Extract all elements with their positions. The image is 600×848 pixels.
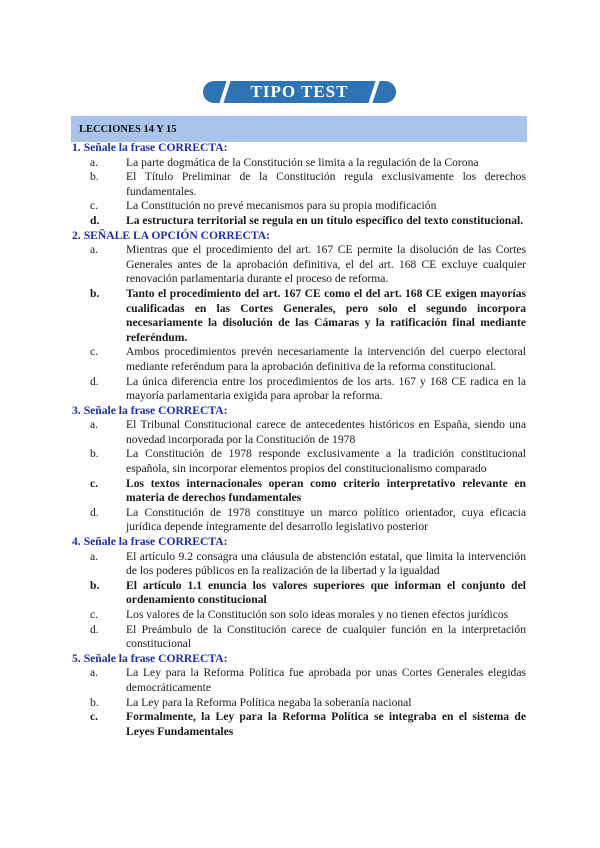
question-5-prompt: 5. Señale la frase CORRECTA:: [72, 651, 228, 665]
question-2-option-b-correct: b. Tanto el procedimiento del art. 167 CE como el del art. 168 CE exigen mayorías cualificadas en las Cortes Generales, pero solo el segundo incorpora necesariamente la disolución de las Cámaras y la ratificación final mediante referéndum.: [90, 286, 526, 344]
question-3-prompt: 3. Señale la frase CORRECTA:: [72, 403, 228, 417]
question-3-option-a: a. El Tribunal Constitucional carece de antecedentes históricos en España, siendo una novedad incorporada por la Constitución de 1978: [90, 418, 526, 446]
page-title: TIPO TEST: [250, 82, 349, 101]
question-2-prompt: 2. SEÑALE LA OPCIÓN CORRECTA:: [72, 228, 270, 242]
question-3-option-c-correct: c. Los textos internacionales operan como criterio interpretativo relevante en materia de derechos fundamentales: [90, 476, 526, 505]
question-5-option-b: b. La Ley para la Reforma Política negaba la soberanía nacional: [90, 695, 412, 709]
question-4-option-c: c. Los valores de la Constitución son solo ideas morales y no tienen efectos jurídicos: [90, 608, 509, 621]
banner-divider-left: [219, 81, 230, 103]
section-title: LECCIONES 14 Y 15: [79, 123, 177, 135]
title-banner: [203, 81, 396, 103]
question-5-option-c-correct: c. Formalmente, la Ley para la Reforma Política se integraba en el sistema de Leyes Fundamentales: [90, 710, 526, 738]
question-1-option-a: a. La parte dogmática de la Constitución se limita a la regulación de la Corona: [90, 155, 479, 169]
question-4-prompt: 4. Señale la frase CORRECTA:: [72, 535, 228, 549]
question-4-option-d: d. El Preámbulo de la Constitución carece de cualquier función en la interpretación constitucional: [90, 622, 526, 651]
question-1-option-b: b. El Título Preliminar de la Constitución regula exclusivamente los derechos fundamentales.: [90, 170, 526, 198]
question-list: [72, 141, 526, 739]
question-4-option-b-correct: b. El artículo 1.1 enuncia los valores superiores que informan el conjunto del ordenamiento constitucional: [90, 578, 526, 607]
banner-divider-right: [368, 81, 379, 103]
question-2-option-a: a. Mientras que el procedimiento del art. 167 CE permite la disolución de las Cortes Generales antes de la aprobación definitiva, el del art. 168 CE excluye cualquier renovación parlamentaria durante el proceso de reforma.: [90, 243, 526, 286]
question-5-option-a: a. La Ley para la Reforma Política fue aprobada por unas Cortes Generales elegidas democráticamente: [90, 666, 526, 694]
question-3-option-d: d. La Constitución de 1978 constituye un marco político orientador, cuya eficacia jurídica depende íntegramente del desarrollo legislativo posterior: [90, 505, 526, 534]
question-1-prompt: 1. Señale la frase CORRECTA:: [72, 141, 228, 154]
question-1-option-d-correct: d. La estructura territorial se regula en un título específico del texto constitucional.: [90, 213, 524, 227]
section-header: [71, 116, 527, 142]
question-2-option-c: c. Ambos procedimientos prevén necesariamente la intervención del cuerpo electoral mediante referéndum para la aprobación definitiva de la reforma constitucional.: [90, 345, 526, 373]
question-1-option-c: c. La Constitución no prevé mecanismos para su propia modificación: [90, 199, 437, 213]
question-3-option-b: b. La Constitución de 1978 responde exclusivamente a la tradición constitucional española, sin incorporar elementos propios del constitucionalismo comparado: [90, 447, 526, 476]
question-2-option-d: d. La única diferencia entre los procedimientos de los arts. 167 y 168 CE radica en la mayoría parlamentaria exigida para aprobar la reforma.: [90, 374, 526, 403]
question-4-option-a: a. El artículo 9.2 consagra una cláusula de abstención estatal, que limita la intervención de los poderes públicos en la realización de la libertad y la igualdad: [90, 549, 526, 578]
